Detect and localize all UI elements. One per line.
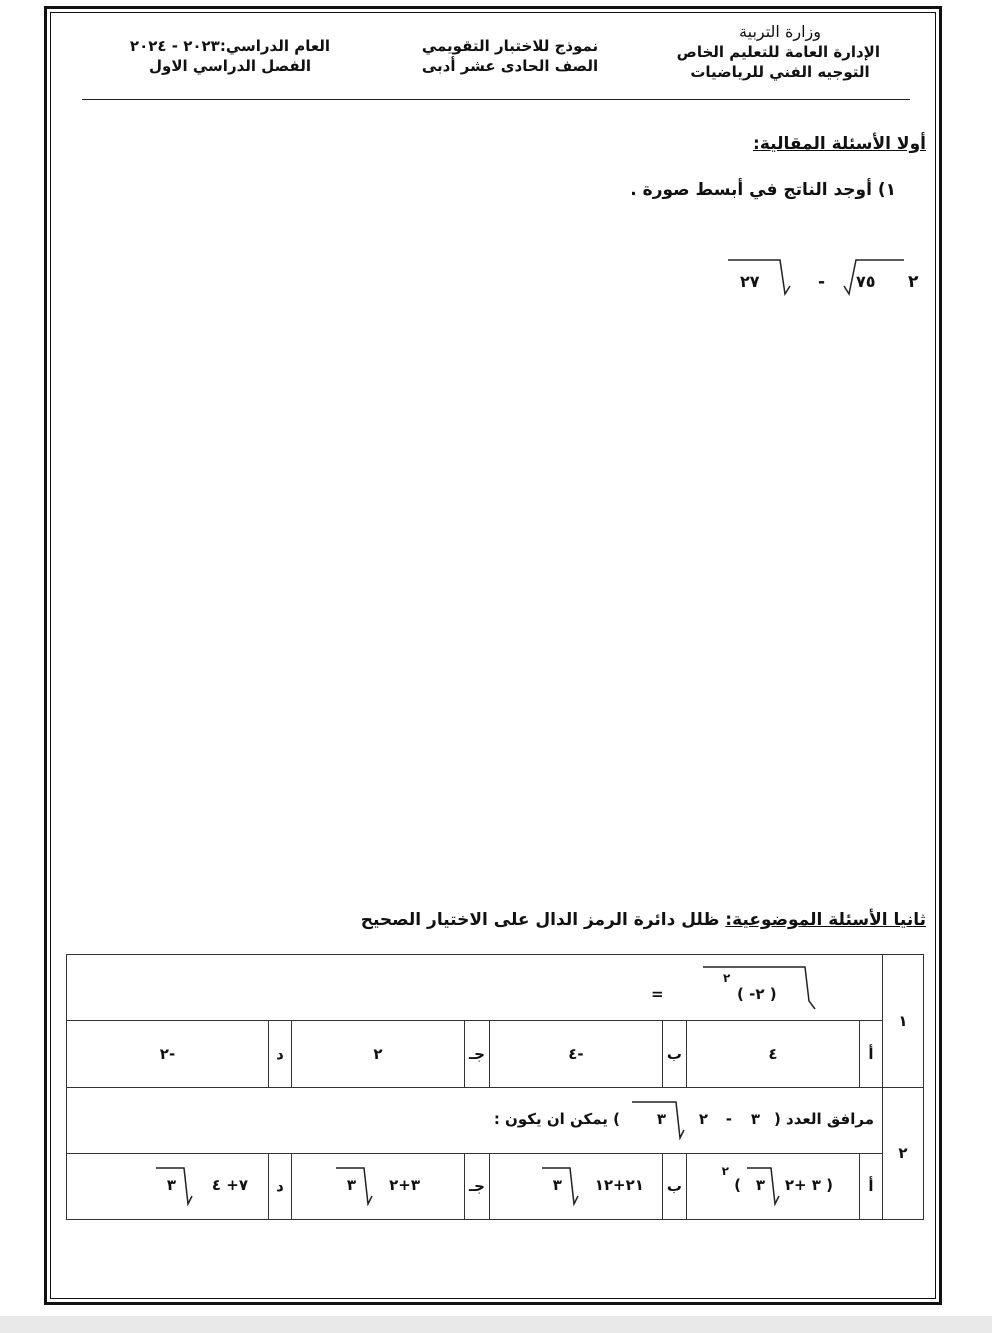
stem-term-b: ٢ xyxy=(698,1109,708,1128)
option-label-b[interactable]: ب xyxy=(662,1021,686,1087)
grade-label: الصف الحادى عشر أدبى xyxy=(421,57,599,75)
equals-sign: = xyxy=(651,985,664,1003)
mcq-question-2 xyxy=(67,1087,924,1153)
option-label-b[interactable]: ب xyxy=(662,1153,686,1219)
stem-minus: - xyxy=(725,1109,732,1128)
header-year-info xyxy=(100,36,360,76)
expr-coefficient: ٢ xyxy=(908,272,919,292)
option-d[interactable]: -٢ xyxy=(67,1021,269,1087)
section2-title: ثانيا الأسئلة الموضوعية: ظلل دائرة الرمز الدال على الاختيار الصحيح xyxy=(360,910,926,930)
option-c[interactable]: ٣+٢ ٣ xyxy=(291,1153,464,1219)
option-c[interactable]: ٢ xyxy=(291,1021,464,1087)
mcq-table xyxy=(66,954,924,1220)
radical-sign-q1 xyxy=(697,961,857,1013)
ministry-name: وزارة التربية xyxy=(739,22,821,41)
mcq-question-1 xyxy=(67,955,924,1021)
option-label-c[interactable]: جـ xyxy=(464,1021,489,1087)
radicand-27: ٢٧ xyxy=(740,272,760,291)
mcq2-stem xyxy=(67,1087,883,1153)
question-number: ٢ xyxy=(883,1087,924,1220)
option-b[interactable]: ٢١+١٢ ٣ xyxy=(489,1153,662,1219)
question-number: ١ xyxy=(883,955,924,1088)
option-label-a[interactable]: أ xyxy=(860,1153,883,1219)
option-b[interactable]: -٤ xyxy=(489,1021,662,1087)
stem-after: ) يمكن ان يكون : xyxy=(493,1109,620,1128)
header-divider xyxy=(82,99,910,100)
option-label-a[interactable]: أ xyxy=(860,1021,883,1087)
stem-term-a: ٣ xyxy=(750,1109,760,1128)
administration-name: الإدارة العامة للتعليم الخاص xyxy=(676,43,880,61)
mcq1-options xyxy=(67,1021,924,1087)
radicand-q1: ( -٢ ) xyxy=(737,985,777,1003)
exam-title: نموذج للاختبار التقويمي xyxy=(421,37,599,55)
exponent-q1: ٢ xyxy=(723,971,731,985)
option-label-d[interactable]: د xyxy=(268,1021,291,1087)
option-a[interactable]: ٤ xyxy=(687,1021,860,1087)
option-label-d[interactable]: د xyxy=(268,1153,291,1219)
minus-sign: - xyxy=(818,272,826,292)
option-a[interactable]: ( ٣ +٢ ٣ ) ٢ xyxy=(687,1153,860,1219)
stem-before: مرافق العدد ( xyxy=(773,1109,874,1128)
section1-title: أولا الأسئلة المقالية: xyxy=(753,134,926,154)
academic-year: العام الدراسي:٢٠٢٣ - ٢٠٢٤ xyxy=(129,37,331,55)
stem-radicand: ٣ xyxy=(656,1109,666,1128)
semester-label: الفصل الدراسي الاول xyxy=(149,57,311,75)
question1-text: ١) أوجد الناتج في أبسط صورة . xyxy=(630,180,896,200)
page-bottom-edge xyxy=(0,1316,992,1333)
department-name: التوجيه الفني للرياضيات xyxy=(690,63,870,81)
radicand-75: ٧٥ xyxy=(856,272,876,291)
header-exam-info xyxy=(400,36,620,76)
header-ministry xyxy=(676,22,880,82)
mcq2-options xyxy=(67,1153,924,1219)
option-d[interactable]: ٧+ ٤ ٣ xyxy=(67,1153,269,1219)
mcq1-stem xyxy=(67,955,883,1021)
option-label-c[interactable]: جـ xyxy=(464,1153,489,1219)
